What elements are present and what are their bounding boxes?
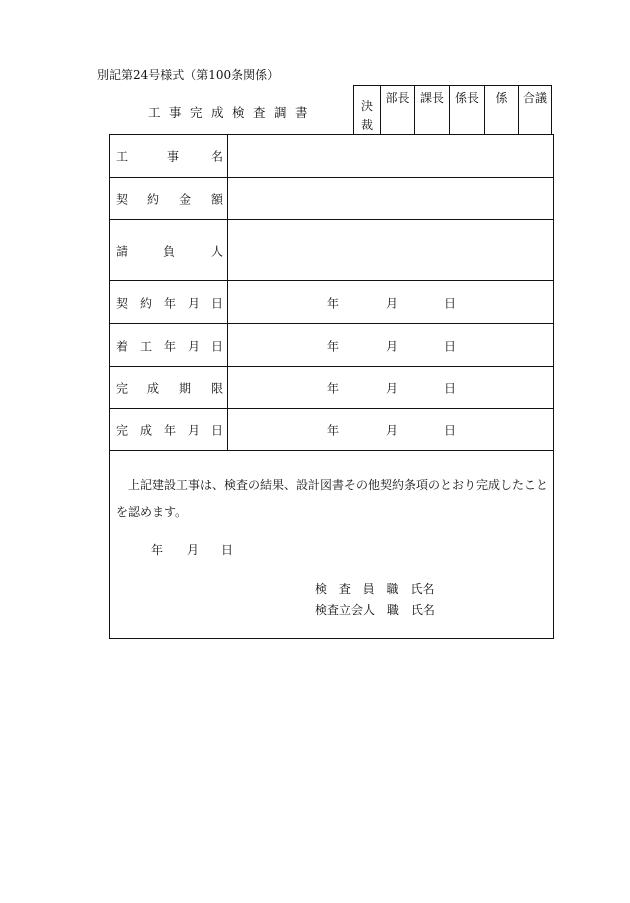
page-title: 工事完成検査調書	[148, 105, 317, 120]
label-char: 月	[188, 339, 201, 353]
label-char: 約	[140, 296, 153, 310]
contract-date-field[interactable]	[228, 281, 553, 324]
table-row-start-date	[110, 323, 553, 367]
role-label: 合議	[522, 91, 547, 105]
table-row-project-name	[110, 135, 553, 177]
form-number-note: 別記第24号様式（第100条関係）	[97, 68, 280, 82]
day-label: 日	[444, 423, 457, 438]
label-char: 年	[164, 296, 177, 310]
label-char: 契	[116, 192, 129, 207]
project-name-field[interactable]	[228, 135, 553, 177]
year-label: 年	[327, 381, 340, 396]
label-char: 月	[188, 423, 201, 438]
stamp-cell-kakari[interactable]	[484, 86, 518, 134]
stamp-cell-gogi[interactable]	[518, 86, 551, 134]
row-label	[110, 324, 228, 367]
month-label: 月	[386, 296, 399, 310]
label-char: 契	[116, 296, 129, 310]
label-char: 請	[116, 244, 129, 258]
day-label: 日	[221, 543, 234, 557]
kessai-label	[354, 99, 380, 132]
label-char: 額	[211, 192, 224, 207]
label-char: 名	[211, 149, 224, 164]
inspector-signature-line[interactable]	[315, 580, 434, 597]
stamp-cell-kacho[interactable]	[414, 86, 449, 134]
year-label: 年	[151, 543, 164, 557]
label-char: 日	[211, 339, 224, 353]
label-char: 月	[188, 296, 201, 310]
year-label: 年	[327, 296, 340, 310]
label-char: 限	[211, 381, 224, 396]
kessai-char-2: 裁	[360, 118, 373, 132]
row-label	[110, 367, 228, 409]
label-char: 負	[163, 244, 176, 258]
label-char: 成	[140, 423, 153, 438]
certification-statement: 上記建設工事は、検査の結果、設計図書その他契約条項のとおり完成したことを認めます。	[116, 478, 549, 519]
label-char: 約	[147, 192, 160, 207]
label-char: 人	[211, 244, 224, 258]
day-label: 日	[444, 381, 457, 396]
table-row-completion-deadline	[110, 366, 553, 409]
label-char: 完	[116, 423, 129, 438]
role-label: 係	[495, 91, 508, 105]
start-date-field[interactable]	[228, 324, 553, 367]
inspection-form-table	[109, 134, 554, 639]
year-label: 年	[327, 423, 340, 438]
role-label: 係長	[454, 91, 479, 105]
label-char: 年	[164, 423, 177, 438]
witness-name-fields: 職 氏名	[386, 603, 435, 617]
label-char: 日	[211, 423, 224, 438]
label-char: 金	[179, 192, 192, 207]
month-label: 月	[187, 543, 200, 557]
row-label	[110, 135, 228, 177]
kessai-cell	[354, 86, 380, 134]
label-char: 工	[140, 339, 153, 353]
table-row-completion-date	[110, 408, 553, 451]
label-char: 工	[116, 149, 129, 164]
inspector-role-label: 検 査 員	[315, 582, 379, 596]
signing-date[interactable]	[0, 541, 630, 557]
row-label	[110, 220, 228, 281]
label-char: 事	[167, 149, 180, 164]
table-row-contract-date	[110, 280, 553, 324]
label-char: 着	[116, 339, 129, 353]
stamp-cell-kakaricho[interactable]	[449, 86, 484, 134]
role-label: 部長	[385, 91, 410, 105]
contractor-field[interactable]	[228, 220, 553, 281]
stamp-cell-bucho[interactable]	[380, 86, 414, 134]
contract-amount-field[interactable]	[228, 178, 553, 220]
completion-deadline-field[interactable]	[228, 367, 553, 409]
day-label: 日	[444, 339, 457, 353]
witness-role-label: 検査立会人	[315, 603, 376, 617]
row-label	[110, 178, 228, 220]
label-char: 完	[116, 381, 129, 396]
day-label: 日	[444, 296, 457, 310]
row-label	[110, 281, 228, 324]
completion-date-field[interactable]	[228, 409, 553, 451]
table-row-contract-amount	[110, 177, 553, 220]
label-char: 期	[179, 381, 192, 396]
role-label: 課長	[419, 91, 444, 105]
inspector-name-fields: 職 氏名	[386, 582, 435, 596]
month-label: 月	[386, 423, 399, 438]
month-label: 月	[386, 339, 399, 353]
approval-stamp-box	[353, 85, 552, 135]
row-label	[110, 409, 228, 451]
label-char: 年	[164, 339, 177, 353]
label-char: 日	[211, 296, 224, 310]
table-row-contractor	[110, 219, 553, 281]
label-char: 成	[147, 381, 160, 396]
month-label: 月	[386, 381, 399, 396]
witness-signature-line[interactable]	[315, 601, 435, 618]
year-label: 年	[327, 339, 340, 353]
kessai-char-1: 決	[360, 99, 373, 113]
